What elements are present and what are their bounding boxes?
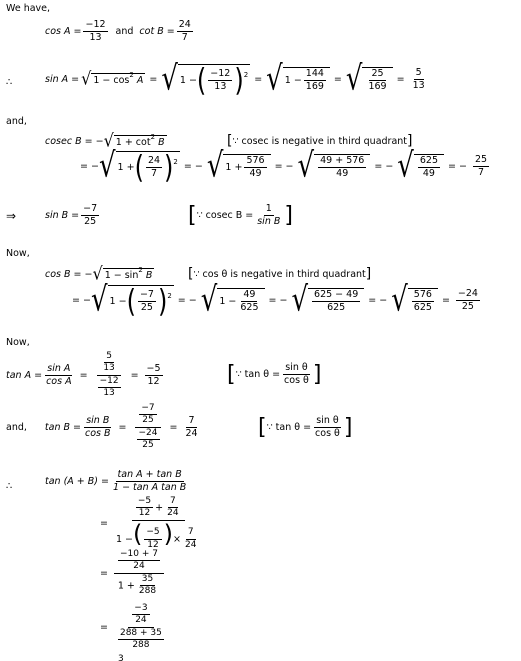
therefore-symbol-1: ∴ [6, 77, 13, 88]
now-label-2: Now, [6, 337, 30, 348]
tan-ab-line: tan (A + B) = $\frac{\text{tan A + tan B}}{\text{1 − tan A tan B}}$ [45, 469, 187, 493]
cos-b-steps: = − √ 1 − ( $\frac{-7}{25}$ ) 2 = − √ 1 − $\frac{49}{625}$ = − √ $\frac{625 - 49}{625}$ = − √ $\frac{576}{625}$ = $\frac{-24}{25}$ [72, 280, 478, 320]
cos-a-fraction: $\frac{-12}{13}$ [85, 19, 106, 43]
cos-note: [ ∵ cos θ is negative in third quadrant ] [188, 266, 372, 282]
given-line [45, 20, 195, 43]
cot-b-label: cot B = [139, 25, 175, 37]
sin-b-line: sin B = $\frac{-7}{25}$ [45, 203, 98, 227]
tan-a-line: tan A = $\frac{\text{sin A}}{\text{cos A}}$ = $\frac{\frac{5}{13}}{\frac{-12}{13}}$ = $\frac{-5}{12}$ [6, 351, 161, 399]
tan-b-line: and, tan B = $\frac{\text{sin B}}{\text{cos B}}$ = $\frac{\frac{-7}{25}}{\frac{-24}{25}}$ = $\frac{7}{24}$ [6, 403, 198, 451]
tan-ab-step-3: = $\frac{\frac{-3}{24}}{\frac{288 + 35}{288}}$ [100, 603, 162, 651]
sin-a-line: sin A = √ 1 − cos 2 A = √ 1 − ( $\frac{-12}{13}$ ) 2 = √ 1 − $\frac{144}{169}$ = √ $\frac{25}{169}$ = $\frac{5}{13}$ [45, 59, 425, 99]
tan-b-note: [ ∵ tan θ = $\frac{\text{sin θ}}{\text{cos θ}}$ ] [258, 415, 353, 440]
tan-ab-step-2: = $\frac{-10 + 7}{24}$ 1 + $\frac{35}{288}$ [96, 550, 166, 597]
tan-a-note: [ ∵ tan θ = $\frac{\text{sin θ}}{\text{cos θ}}$ ] [227, 362, 322, 387]
therefore-symbol-2: ∴ [6, 481, 13, 492]
implies-symbol: ⇒ [6, 209, 17, 223]
and-label: and, [6, 116, 27, 127]
tan-ab-step-4-partial: 3 [118, 654, 124, 661]
cosec-b-line: cosec B = − √ 1 + cot 2 B [45, 130, 165, 151]
tan-ab-step-1: = $\frac{-5}{12}$ + $\frac{7}{24}$ 1 −( $\frac{-5}{12}$ )× $\frac{7}{24}$ [100, 496, 197, 550]
and-word: and [115, 25, 134, 37]
sin-b-note: [ ∵ cosec B = $\frac{1}{\text{sin B}}$ ] [188, 203, 293, 228]
intro-text: We have, [6, 3, 51, 14]
cos-a-label: cos A = [45, 25, 82, 37]
cos-b-line: cos B = − √ 1 − sin 2 B [45, 263, 153, 284]
cosec-b-steps: = − √ 1 + ( $\frac{24}{7}$ ) 2 = − √ 1 + $\frac{576}{49}$ = − √ $\frac{49 + 576}{49}$ = − √ $\frac{625}{49}$ = − $\frac{25}{7}$ [80, 146, 488, 186]
now-label-1: Now, [6, 248, 30, 259]
cot-b-fraction: $\frac{24}{7}$ [178, 19, 191, 43]
cosec-note: [ ∵ cosec is negative in third quadrant ] [227, 133, 413, 149]
